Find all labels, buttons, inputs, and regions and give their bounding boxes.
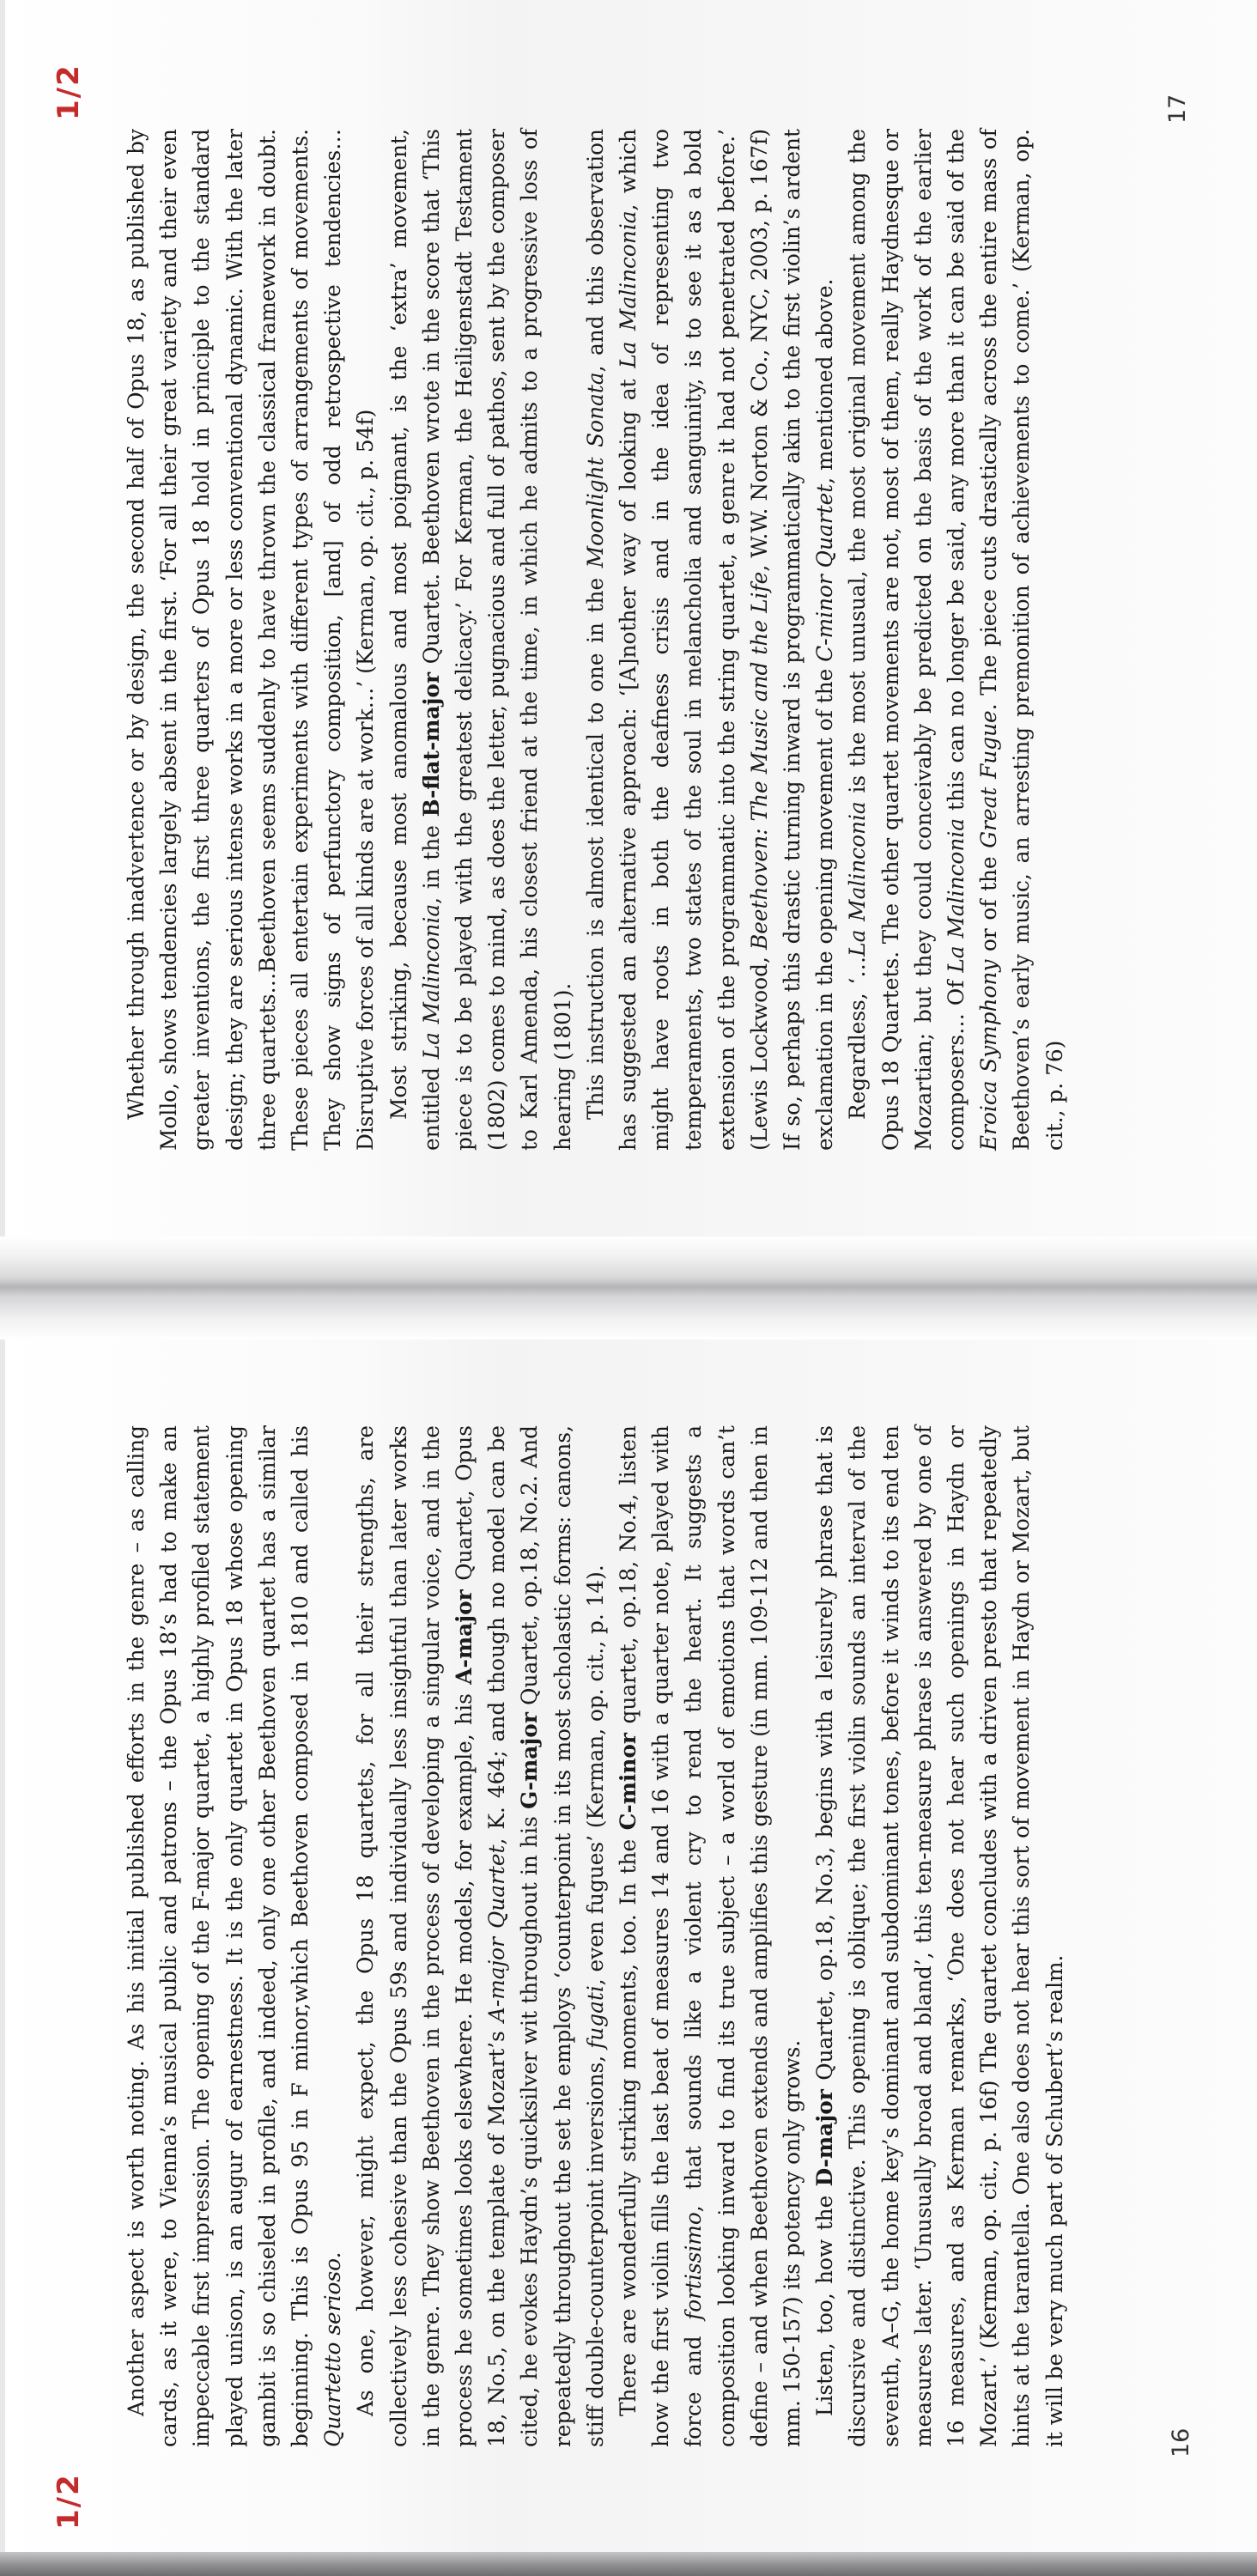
text-run: , which might have roots in both the deafness crisis and in the idea of representing two temperaments, two states of the soul in melancholia and sanguinity, is to see it as a bold extension of the programmatic into the string quartet, a genre it had not penetrated before.’ (Lewis Lockwood, [616,129,772,1151]
text-run: quartet, op.18, No.4, listen how the first violin fills the last beat of measures 14 and 16 with a quarter note, played with force and [616,1425,707,2447]
text-run: Quartet, Opus 18, No.5, on the template of Mozart’s [452,1425,510,2447]
body-text [120,1425,1072,2447]
italic-text: La Malinconia [418,903,444,1060]
text-run: , that sounds like a violent cry to rend the heart. It suggests a composition looking inward to find its true subject – a world of emotions that words can’t define – and when Beethoven extends and amplifies this gesture (in mm. 109-112 and then in mm. 150-157) its potency only grows. [681,1425,805,2447]
text-run: There are wonderfully striking moments, too. In the [616,1830,641,2416]
text-run: As one, however, might expect, the Opus 18 quartets, for all their strengths, are collectively less cohesive than the Opus 59s and individually less insightful than later works in the genre. They show Beethoven in the process of developing a singular voice, and in the process he sometimes looks elsewhere. He models, for example, his [353,1425,477,2447]
bold-text: D-major [812,2089,838,2187]
paragraph [120,1425,349,2447]
italic-text: C-minor Quartet [812,483,838,662]
paragraph [612,1425,809,2447]
section-marker: 1/2 [52,2473,86,2530]
page-16 [17,1305,1254,2542]
paragraph [349,1425,612,2447]
italic-text: Great Fugue [976,710,1002,848]
section-marker: 1/2 [52,64,86,120]
italic-text: Quartetto serioso. [320,2251,346,2447]
italic-text: fortissimo [681,2212,707,2320]
text-run: , K. 464; and though no model can be cited, he evokes Haydn’s quicksilver wit throughout in his [484,1425,543,2447]
text-run: Quartet, op.18, No.2. And repeatedly throughout the set he employs ‘counterpoint in its most scholastic forms: canons, stiff double-counterpoint inversions, [517,1425,608,2447]
italic-text: Moonlight Sonata [582,372,608,568]
text-run: . The piece cuts drastically across the entire mass of Beethoven’s early music, an arresting premonition of achievements to come.’ (Kerman, op. cit., p. 76) [976,129,1067,1151]
page-number: 17 [1164,94,1191,124]
text-run: Quartet. Beethoven wrote in the score that ‘This piece is to be played with the greatest delicacy.’ For Kerman, the Heiligenstadt Testament (1802) comes to mind, as does the letter, pugnacious and full of pathos, sent by the composer to Karl Amenda, his closest friend at the time, in which he admits to a progressive loss of hearing (1801). [418,128,575,1151]
italic-text: La Malinconia [845,801,871,957]
bold-text: C-minor [616,1733,641,1831]
text-run: is the most unusual, the most original movement among the Opus 18 Quartets. The other quartet movements are not, most of them, really Haydnesque or Mozartian; but they could conceivably be predicted on the basis of the work of the earlier composers… Of [845,128,969,1151]
italic-text: fugati [582,1985,608,2049]
bold-text: G-major [517,1712,543,1809]
text-run: this can no longer be said, any more than it can be said of the [944,129,969,818]
page-number: 16 [1168,2427,1194,2458]
text-run: Another aspect is worth noting. As his initial published efforts in the genre – as calling cards, as it were, to Vienna’s musical public and patrons – the Opus 18’s had to make an impeccable first impression. The opening of the F-major quartet, a highly profiled statement played unison, is an augur of earnestness. It is the only quartet in Opus 18 whose opening gambit is so chiseled in profile, and indeed, only one other Beethoven quartet has a similar beginning. This is Opus 95 in F minor,which Beethoven composed in 1810 and called his [124,1425,313,2447]
text-run: , in the [418,817,444,904]
text-run: , even fugues’ (Kerman, op. cit., p. 14). [582,1564,608,1986]
paragraph [383,129,580,1151]
paragraph [120,129,383,1151]
italic-text: Beethoven: The Music and the Life [746,571,772,951]
italic-text: La Malinconia [944,817,969,973]
italic-text: La Malinconia [616,210,641,368]
italic-text: A-major Quartet [484,1844,510,2023]
text-run: Listen, too, how the [812,2186,838,2416]
text-run: Whether through inadvertence or by design, the second half of Opus 18, as published by Mollo, shows tendencies largely absent in the first. ‘For all their great variety and their even greater inventions, the first three quarters of Opus 18 hold in principle to the standard design; they are serious intense works in a more or less conventional dynamic. With the later three quartets…Beethoven seems suddenly to have thrown the classical framework in doubt. These pieces all entertain experiments with different types of arrangements of movements. They show signs of perfunctory composition, [and] of odd retrospective tendencies… Disruptive forces of all kinds are at work…’ (Kerman, op. cit., p. 54f) [124,129,379,1151]
bold-text: A-major [452,1589,477,1685]
text-run: or of the [976,848,1002,960]
paragraph [841,129,1071,1151]
paragraph [580,129,842,1151]
text-run: Quartet, op.18, No.3, begins with a leisurely phrase that is discursive and distinctive. This opening is oblique; the first violin sounds an interval of the seventh, A–G, the home key’s dominant and subdominant tones, before it winds to its end ten measures later. ‘Unusually broad and bland’, this ten-measure phrase is answered by one of 16 measures, and as Kerman remarks, ‘One does not hear such openings in Haydn or Mozart.’ (Kerman, op. cit., p. 16f) The quartet concludes with a driven presto that repeatedly hints at the tarantella. One also does not hear this sort of movement in Haydn or Mozart, but it will be very much part of Schubert’s realm. [812,1425,1067,2447]
text-run: Regardless, ‘… [845,956,871,1120]
text-run: This instruction is almost identical to one in the [582,568,608,1120]
text-run: , and this observation has suggested an alternative approach: ‘[A]nother way of looking at [582,129,641,1151]
text-run: Most striking, because most anomalous and most poignant, is the ‘extra’ movement, entitled [386,129,444,1151]
text-run: , mentioned above. [812,278,838,484]
page-17 [17,9,1254,1245]
bold-text: B-flat-major [418,671,444,817]
italic-text: Eroica Symphony [976,959,1002,1151]
scanner-edge [0,2552,1257,2576]
paragraph [809,1425,1072,2447]
text-run: , W.W. Norton & Co., NYC, 2003, p. 167f) If so, perhaps this drastic turning inward is programmatically akin to the first violin’s ardent exclamation in the opening movement of the [746,128,838,1151]
body-text [120,129,1072,1151]
